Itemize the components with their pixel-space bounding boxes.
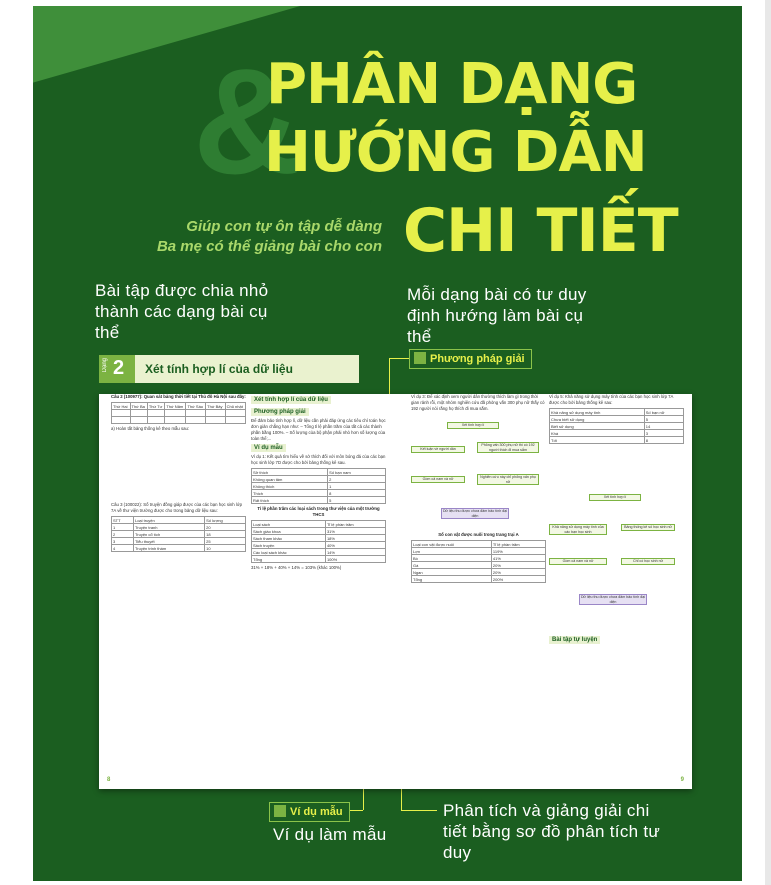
table-cell: Tốt (550, 437, 645, 444)
table-cell: Tỉ lệ phần trăm (325, 521, 385, 528)
table-cell: Truyện tranh (133, 524, 204, 531)
table-cell: Loại sách (252, 521, 326, 528)
dang-number: 2 (113, 357, 125, 379)
football-table (251, 468, 386, 504)
right-edge (765, 0, 771, 885)
page-number-left: 8 (107, 777, 111, 783)
table-cell: 41% (491, 555, 545, 562)
table-cell: 100% (325, 556, 385, 563)
question-3: Câu 3 (100022): Số truyện đồng giáp được của các bạn học sinh lớp 7A về thư viện trường được cho trong bảng dữ liệu sau: (111, 502, 243, 513)
weather-table (111, 402, 246, 424)
callout-bottom-left: Ví dụ làm mẫu (273, 825, 387, 844)
table-cell: 2 (328, 476, 386, 483)
table-cell: Chưa biết sử dụng (550, 416, 645, 423)
tagline-1: Giúp con tự ôn tập dễ dàng (186, 218, 382, 235)
table-cell: 14% (325, 549, 385, 556)
dang-banner (99, 355, 359, 383)
method-pill-label: Phương pháp giải (430, 353, 525, 365)
table-cell: Gà (412, 562, 492, 569)
table-cell: 5 (644, 416, 683, 423)
table-cell: 10 (205, 545, 246, 552)
method-text: Để đảm bảo tính hợp lí, dữ liệu cần phải đáp ứng các tiêu chí toán học đơn giản chẳng hạn như: – Tổng tỉ lệ phần trăm của tất cả các thành phần bằng 100%. – Số lượng của bộ phận phải nhỏ hơn số lượng của toàn thể;... (251, 418, 386, 441)
table-cell: 8 (328, 490, 386, 497)
table-cell: Tổng (412, 576, 492, 583)
example-pill-label: Ví dụ mẫu (290, 806, 343, 818)
table-cell: Loại con vật được nuôi (412, 541, 492, 548)
table-cell: Loại truyện (133, 517, 204, 524)
table-cell: 40% (325, 542, 385, 549)
table-cell: 20 (205, 524, 246, 531)
sum-line: 31% + 18% + 40% + 14% = 103% (khác 100%) (251, 565, 342, 570)
mindmap-node: Chỉ có học sinh nữ (621, 558, 675, 565)
mindmap-node: Dữ liệu thu được chưa đảm bảo tính đại diện (580, 595, 646, 604)
example-pill (269, 802, 350, 822)
table-cell: Ngan (412, 569, 492, 576)
mindmap-node: Khả năng sử dụng máy tính của các bạn học sinh (549, 524, 607, 535)
page-right-col1 (411, 394, 546, 585)
library-table-title: Tỉ lệ phần trăm các loại sách trong thư viện của một trường THCS (257, 506, 380, 517)
title-line-3: CHI TIẾT (403, 196, 678, 266)
table-cell: 1 (112, 524, 134, 531)
mindmap-node: Xét tính hợp lí (589, 494, 641, 501)
callout-left-top: Bài tập được chia nhỏ thành các dạng bài cụ thể (95, 281, 269, 342)
mindmap-node: Kết luận về người dân (411, 446, 465, 453)
spacer (111, 432, 246, 502)
table-cell: Sách truyện (252, 542, 326, 549)
table-cell: 1 (328, 483, 386, 490)
question-2: Câu 2 (100977): Quan sát bảng thời tiết tại Thủ đô Hà Nội sau đây: (111, 394, 246, 399)
mindmap-node: Xét tính hợp lí (447, 422, 499, 429)
table-cell: Biết sử dụng (550, 423, 645, 430)
dang-label: Dạng (102, 358, 108, 373)
day-cell: Thứ Hai (112, 403, 131, 410)
table-cell: 5 (328, 497, 386, 504)
mindmap-node: Dữ liệu thu được chưa đảm bảo tính đại diện (442, 509, 508, 518)
page-left-col2 (251, 394, 386, 571)
table-cell: Lợn (412, 548, 492, 555)
title-line-1: PHÂN DẠNG (266, 52, 638, 117)
example-1: Ví dụ 1: Kết quả tìm hiểu về sở thích đối với môn bóng đá của các bạn học sinh lớp 7D được cho bởi bảng thống kê sau. (251, 454, 386, 465)
table-cell: 3 (644, 430, 683, 437)
poster (33, 6, 742, 881)
table-cell: 200% (491, 576, 545, 583)
table-cell: Số bạn nữ (644, 409, 683, 416)
tagline-2: Ba mẹ có thể giảng bài cho con (156, 238, 382, 255)
table-cell: Số bạn nam (328, 469, 386, 476)
day-cell: Thứ Tư (147, 403, 165, 410)
table-cell: Khả năng sử dụng máy tính (550, 409, 645, 416)
library-table (251, 520, 386, 563)
table-cell: Các loại sách khác (252, 549, 326, 556)
mindmap-node: Nghiên cứu này chỉ phỏng vấn phụ nữ (477, 474, 539, 485)
table-cell: 2 (112, 531, 134, 538)
table-cell: Không quan tâm (252, 476, 328, 483)
farm-table (411, 540, 546, 583)
table-cell: 20% (491, 569, 545, 576)
table-cell: 14 (644, 423, 683, 430)
mindmap-1 (411, 412, 546, 532)
connector-line (401, 810, 437, 811)
hand-pointer-icon (274, 805, 286, 817)
table-cell: 3 (112, 538, 134, 545)
day-cell: Thứ Ba (130, 403, 147, 410)
farm-table-title: Số con vật được nuôi trong trang trại A (438, 532, 519, 537)
example-3: Ví dụ 3: Để xác định xem người dân thường thích làm gì trong thời gian rảnh rỗi, một nhóm nghiên cứu đã phỏng vấn 300 phụ nữ thấy có 192 người nói rằng họ thích đi mua sắm. (411, 394, 545, 411)
table-cell: Tỉ lệ phần trăm (491, 541, 545, 548)
table-cell: Tổng (252, 556, 326, 563)
table-cell: Truyện cổ tích (133, 531, 204, 538)
page-right-col2 (549, 394, 684, 646)
gear-icon (414, 352, 426, 364)
table-cell: 20% (491, 562, 545, 569)
textbook-spread (99, 394, 692, 789)
table-cell: Khá (550, 430, 645, 437)
dang-badge (99, 355, 135, 383)
computer-table (549, 408, 684, 444)
section-head: Xét tính hợp lí của dữ liệu (251, 396, 331, 404)
table-cell: 4 (112, 545, 134, 552)
dang-title: Xét tính hợp lí của dữ liệu (145, 362, 293, 376)
question-2a: a) Hoàn tất bảng thống kê theo mẫu sau: (111, 426, 190, 431)
table-cell: Tiểu thuyết (133, 538, 204, 545)
table-cell: Thích (252, 490, 328, 497)
page-left-col1 (111, 394, 246, 554)
table-cell: Rất thích (252, 497, 328, 504)
example-head: Ví dụ mẫu (251, 444, 286, 452)
table-cell: 18 (205, 531, 246, 538)
day-cell: Chủ nhật (225, 403, 245, 410)
table-cell: Bò (412, 555, 492, 562)
mindmap-node: Phỏng vấn 300 phụ nữ thì có 192 người thích đi mua sắm (477, 442, 539, 453)
table-cell: STT (112, 517, 134, 524)
connector-line (389, 358, 409, 359)
title-line-2: HƯỚNG DẪN (264, 120, 647, 185)
callout-bottom-right: Phân tích và giảng giải chi tiết bằng sơ đồ phân tích tư duy (443, 801, 661, 862)
table-cell: Sách tham khảo (252, 535, 326, 542)
table-cell: Sở thích (252, 469, 328, 476)
table-cell: 119% (491, 548, 545, 555)
table-cell: Số lượng (205, 517, 246, 524)
page-number-right: 9 (680, 777, 684, 783)
mindmap-node: Bảng thống kê số học sinh nữ (621, 524, 675, 531)
method-head: Phương pháp giải (251, 408, 309, 416)
table-cell: 31% (325, 528, 385, 535)
day-cell: Thứ Năm (165, 403, 186, 410)
method-pill (409, 349, 532, 369)
ampersand: & (193, 37, 302, 205)
callout-right-top: Mỗi dạng bài có tư duy định hướng làm bài cụ thể (407, 285, 587, 346)
table-cell: Không thích (252, 483, 328, 490)
table-cell: 8 (644, 437, 683, 444)
example-5: Ví dụ 5: Khả năng sử dụng máy tính của các bạn học sinh lớp 7A được cho bởi bảng thống kê sau: (549, 394, 674, 405)
table-cell: Sách giáo khoa (252, 528, 326, 535)
mindmap-node: Gồm cả nam và nữ (549, 558, 607, 565)
mindmap-2 (549, 494, 684, 634)
day-cell: Thứ Bảy (206, 403, 225, 410)
table-cell: 18% (325, 535, 385, 542)
practice-head: Bài tập tự luyện (549, 636, 600, 644)
day-cell: Thứ Sáu (186, 403, 206, 410)
table-cell: 25 (205, 538, 246, 545)
mindmap-node: Gồm cả nam và nữ (411, 476, 465, 483)
story-table (111, 516, 246, 552)
table-cell: Truyện trinh thám (133, 545, 204, 552)
